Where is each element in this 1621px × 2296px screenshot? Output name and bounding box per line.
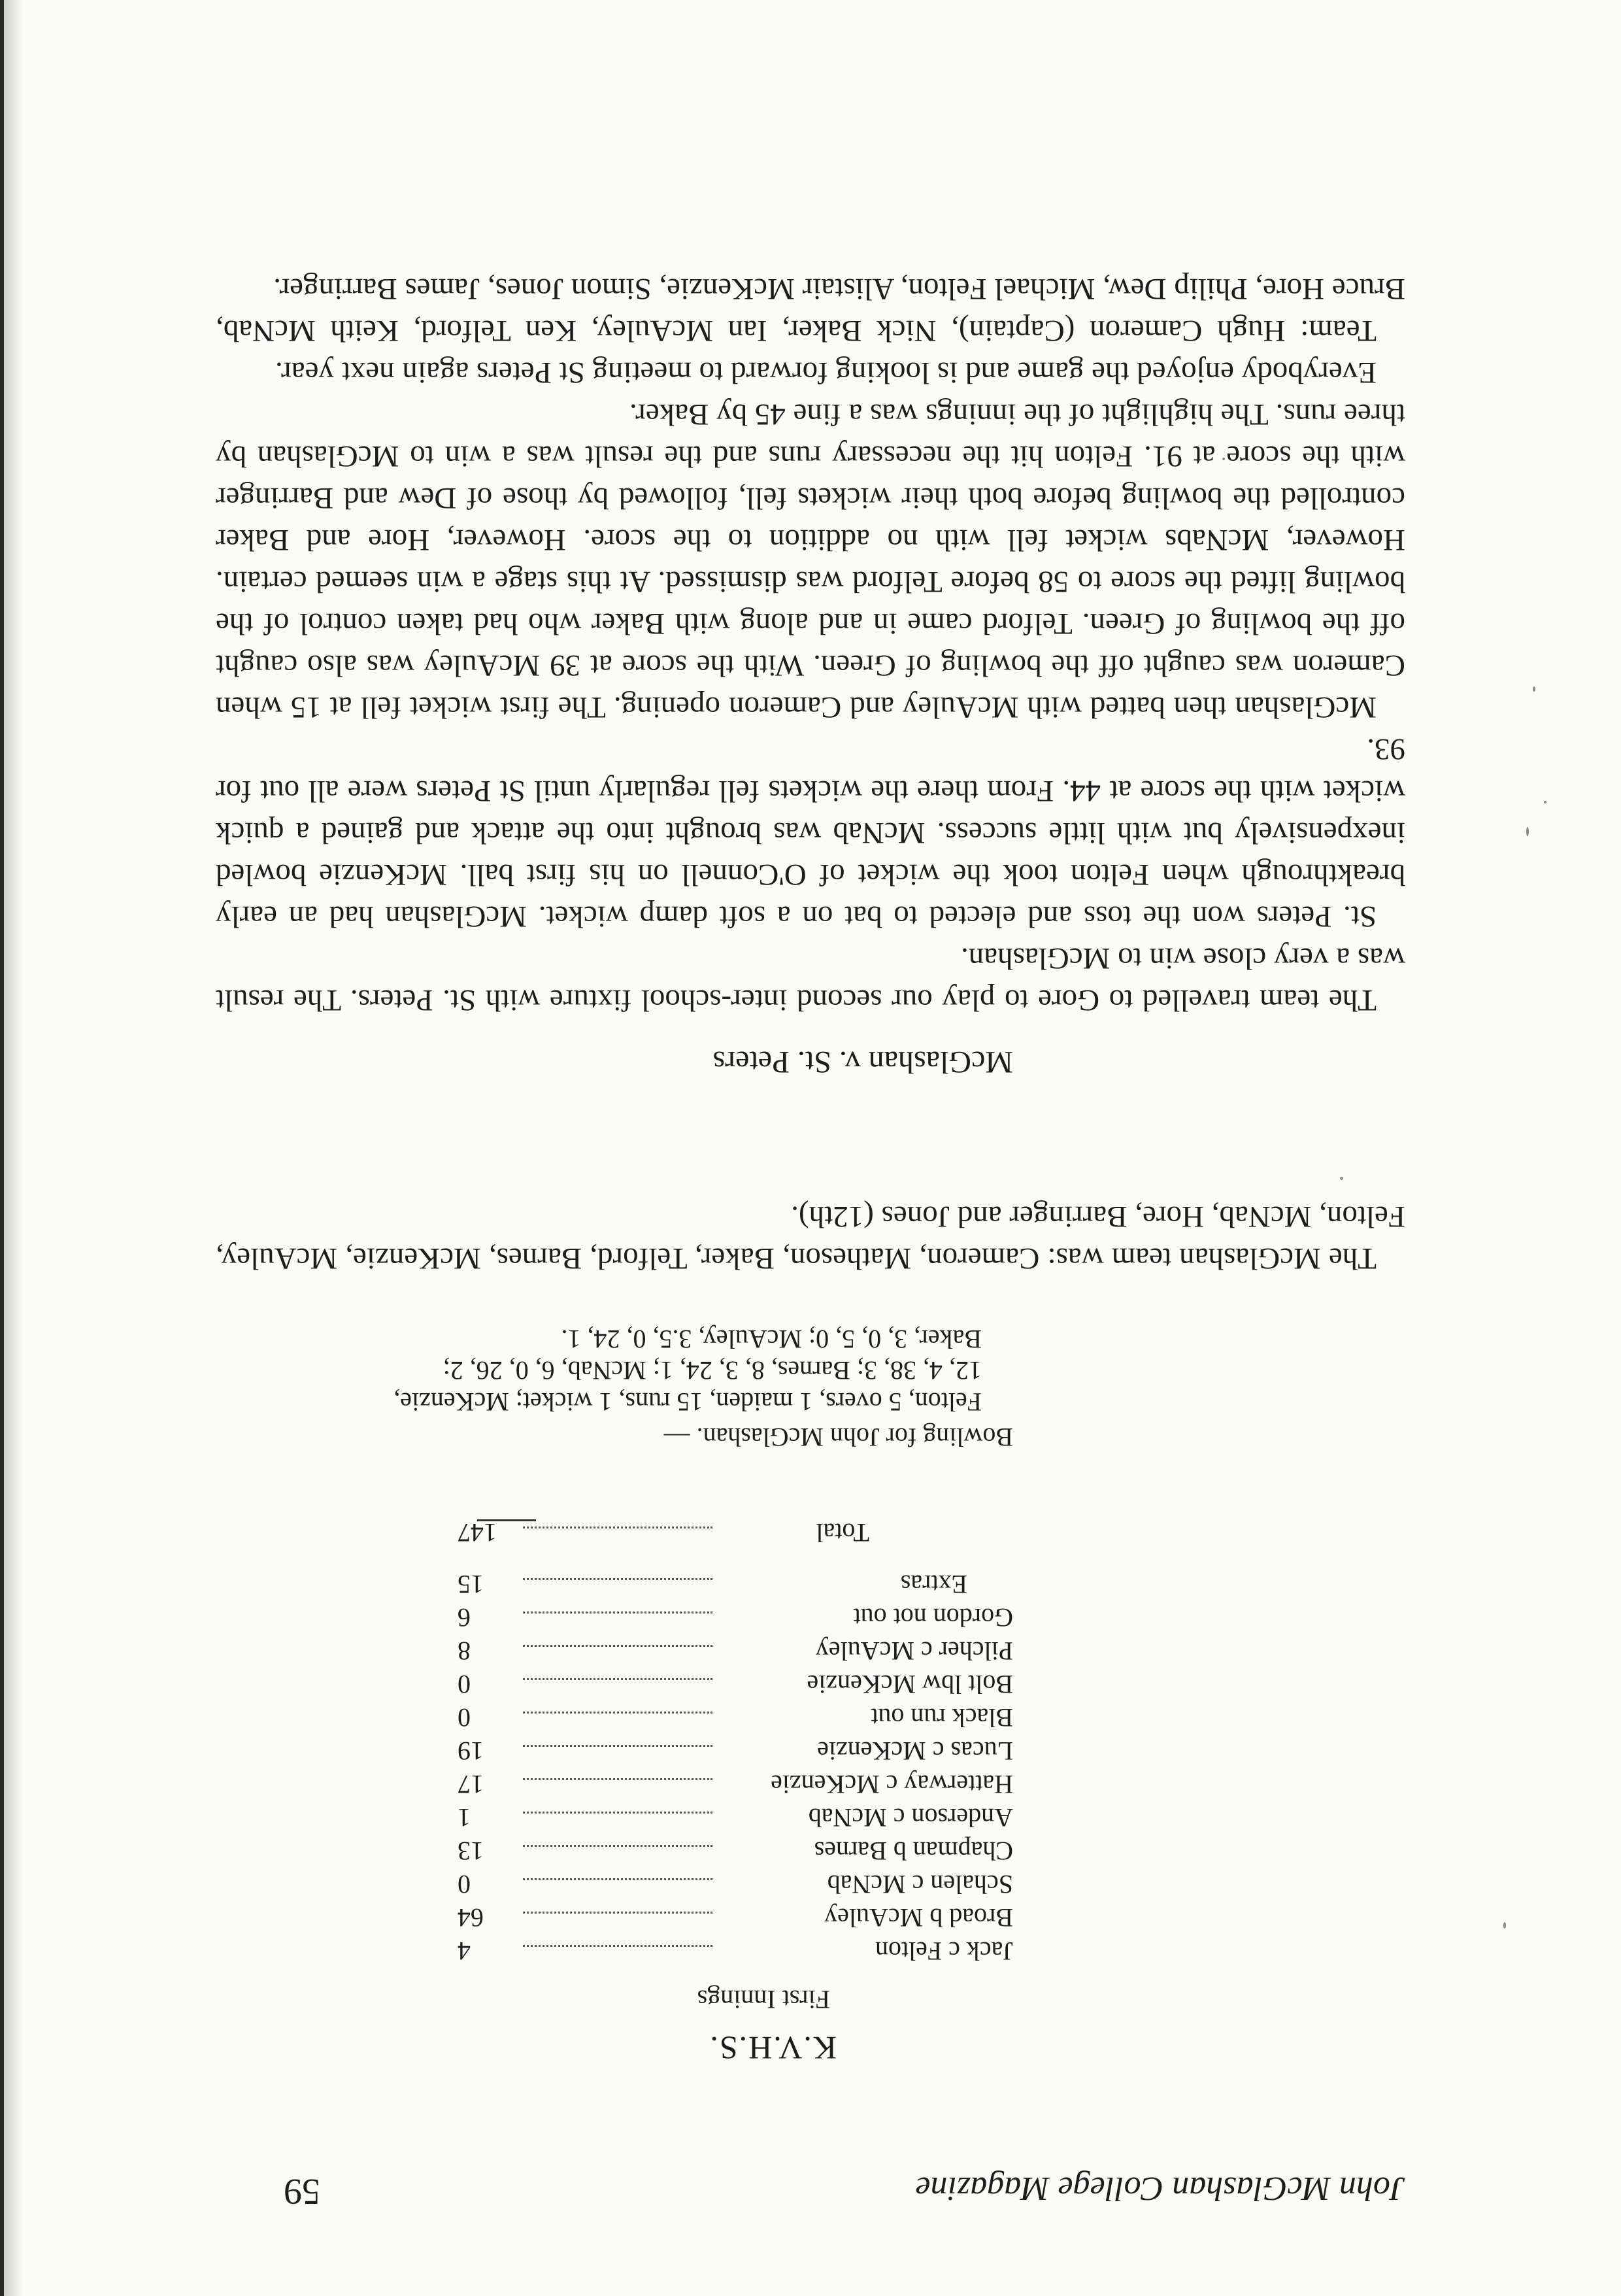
report-paragraph: McGlashan then batted with McAuley and Cameron opening. The first wicket fell at 15 when Cameron was caught off the bowling of Green. With the score at 39 McAuley was also caught off the bowling of Green. Telford came in and along with Baker who had taken control of the bowling lifted the score to 58 before Telford was dismissed. At this stage a win seemed certain. However, McNabs wicket fell with no addition to the score. However, Hore and Baker controlled the bowling before both their wickets fell, followed by those of Dew and Barringer with the score at 91. Felton hit the necessary runs and the result was a win to McGlashan by three runs. The highlight of the innings was a fine 45 by Baker. <box>216 397 1405 724</box>
bowling-text: Felton, 5 overs, 1 maiden, 15 runs, 1 wicket; McKenzie, 12, 4, 38, 3; Barnes, 8, 3, 24, 1; McNab, 6, 0, 26, 2; Baker, 3, 0, 5, 0; McAuley, 3.5, 0, 24, 1. <box>393 1325 982 1417</box>
batting-row <box>320 1669 1013 1702</box>
report-paragraph: The team travelled to Gore to play our second inter-school fixture with St. Peters. The result was a very close win to McGlashan. <box>216 941 1405 1017</box>
batsman-runs: 0 <box>458 1870 471 1899</box>
leader-dots <box>523 1778 712 1780</box>
leader-dots <box>523 1712 712 1714</box>
total-label: Total <box>816 1518 869 1547</box>
batting-row <box>320 1936 1013 1969</box>
batsman-runs: 6 <box>458 1603 471 1632</box>
batsman-name: Bolt lbw McKenzie <box>807 1670 1013 1699</box>
batsman-name: Jack c Felton <box>875 1936 1013 1966</box>
batsman-runs: 4 <box>458 1936 471 1966</box>
leader-dots <box>523 1527 712 1528</box>
mcglashan-team-paragraph <box>216 1196 1405 1279</box>
batting-row <box>320 1802 1013 1836</box>
batsman-name: Schalen c McNab <box>827 1870 1013 1899</box>
match-heading: McGlashan v. St. Peters <box>712 1045 1013 1079</box>
batsman-name: Lucas c McKenzie <box>817 1736 1013 1766</box>
leader-dots <box>523 1845 712 1847</box>
bowling-figures <box>379 1323 1013 1453</box>
batting-scorecard <box>320 1517 1013 1969</box>
bowling-heading: Bowling for John McGlashan. — <box>663 1423 1013 1452</box>
batsman-name: Broad b McAuley <box>824 1903 1013 1933</box>
running-header: John McGlashan College Magazine <box>915 2170 1405 2207</box>
leader-dots <box>523 1678 712 1680</box>
extras-label: Extras <box>900 1570 967 1599</box>
total-runs: 147 <box>458 1518 497 1547</box>
batsman-name: Anderson c McNab <box>808 1803 1013 1832</box>
batting-row <box>320 1702 1013 1736</box>
page-number: 59 <box>284 2171 320 2212</box>
batsman-name: Gordon not out <box>853 1603 1013 1632</box>
match-report <box>216 268 1405 1021</box>
batsman-runs: 17 <box>458 1770 484 1799</box>
extras-runs: 15 <box>458 1570 484 1599</box>
team-list: The McGlashan team was: Cameron, Matheson, Baker, Telford, Barnes, McKenzie, McAuley, Felton, McNab, Hore, Barringer and Jones (12th). <box>216 1200 1405 1275</box>
batsman-runs: 8 <box>458 1636 471 1666</box>
batting-row <box>320 1736 1013 1769</box>
batsman-runs: 19 <box>458 1736 484 1766</box>
leader-dots <box>523 1812 712 1814</box>
batting-row <box>320 1902 1013 1936</box>
batting-row <box>320 1836 1013 1869</box>
innings-label: First Innings <box>697 1985 830 2014</box>
report-paragraph: St. Peters won the toss and elected to bat on a soft damp wicket. McGlashan had an early breakthrough when Felton took the wicket of O'Connell on his first ball. McKenzie bowled inexpensively but with little success. McNab was brought into the attack and gained a quick wicket with the score at 44. From there the wickets fell regularly until St Peters were all out for 93. <box>216 732 1405 934</box>
batsman-runs: 64 <box>458 1903 484 1933</box>
batsman-runs: 0 <box>458 1703 471 1732</box>
leader-dots <box>523 1912 712 1914</box>
total-row <box>320 1517 1013 1551</box>
leader-dots <box>523 1612 712 1613</box>
leader-dots <box>523 1945 712 1947</box>
leader-dots <box>523 1645 712 1647</box>
batsman-runs: 1 <box>458 1803 471 1832</box>
batsman-runs: 13 <box>458 1836 484 1866</box>
batting-row <box>320 1602 1013 1636</box>
batting-row <box>320 1869 1013 1902</box>
batsman-name: Black run out <box>871 1703 1013 1732</box>
leader-dots <box>523 1578 712 1580</box>
leader-dots <box>523 1878 712 1880</box>
extras-row <box>320 1569 1013 1602</box>
batting-row <box>320 1636 1013 1669</box>
total-rule <box>477 1519 536 1521</box>
batting-row <box>320 1769 1013 1802</box>
batsman-runs: 0 <box>458 1670 471 1699</box>
batsman-name: Chapman b Barnes <box>814 1836 1013 1866</box>
leader-dots <box>523 1745 712 1747</box>
scorecard-title: K.V.H.S. <box>709 2030 837 2067</box>
batsman-name: Pilcher c McAuley <box>815 1636 1013 1666</box>
report-paragraph: Team: Hugh Cameron (Captain), Nick Baker, Ian McAuley, Ken Telford, Keith McNab, Bruce Hore, Philip Dew, Michael Felton, Alistair McKenzie, Simon Jones, James Barringer. <box>216 272 1405 348</box>
batsman-name: Hatterway c McKenzie <box>771 1770 1013 1799</box>
report-paragraph: Everybody enjoyed the game and is looking forward to meeting St Peters again next year. <box>275 356 1377 390</box>
